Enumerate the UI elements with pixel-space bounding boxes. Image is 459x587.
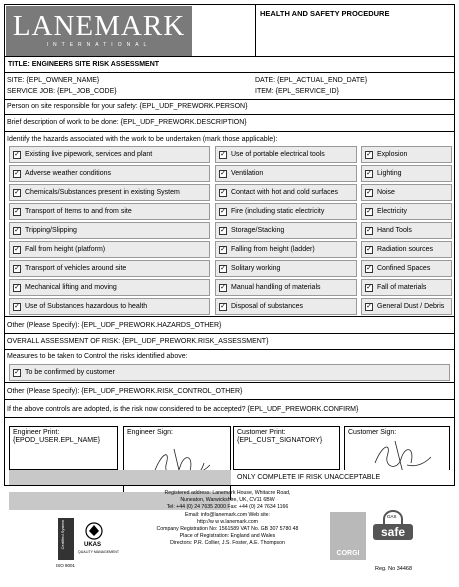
hazard-label: Noise: [377, 189, 395, 196]
footer-line: Place of Registration: England and Wales: [179, 533, 276, 540]
customer-print-value: {EPL_CUST_SIGNATORY}: [237, 437, 323, 444]
hazard-label: Explosion: [377, 151, 408, 158]
hazard-checkbox[interactable]: ✓: [366, 170, 372, 177]
hazard-label: Transport of Items to and from site: [25, 208, 132, 215]
hazard-label: Fall from height (platform): [25, 246, 106, 253]
engineer-sign-label: Engineer Sign:: [127, 429, 173, 436]
hazard-label: Existing live pipework, services and plant: [25, 151, 153, 158]
measures-label: Measures to be taken to Control the risks identified above:: [7, 353, 188, 360]
registered-address: [120, 490, 335, 548]
hazard-checkbox[interactable]: ✓: [366, 151, 372, 158]
risk-assessment-form: [4, 4, 455, 486]
hazard-cell: [215, 222, 357, 239]
hazard-label: Use of portable electrical tools: [231, 151, 325, 158]
hazard-checkbox[interactable]: ✓: [14, 284, 20, 291]
hazard-cell: [9, 165, 210, 182]
hazard-cell: [361, 203, 452, 220]
hazard-cell: [361, 146, 452, 163]
corgi-logo: [330, 512, 366, 560]
document-type: HEALTH AND SAFETY PROCEDURE: [260, 9, 390, 18]
logo-subtitle: INTERNATIONAL: [46, 42, 152, 48]
hazard-cell: [9, 146, 210, 163]
form-title: TITLE: ENGINEERS SITE RISK ASSESSMENT: [8, 61, 160, 68]
hazard-label: Radiation sources: [377, 246, 434, 253]
engineer-print-label: Engineer Print:: [13, 429, 60, 436]
footer-line: Company Registration No: 1561589 VAT No. GB 307 5780 48: [156, 526, 299, 533]
hazard-checkbox[interactable]: ✓: [14, 170, 20, 177]
hazard-cell: [215, 165, 357, 182]
hazard-cell: [215, 279, 357, 296]
hazard-cell: [361, 241, 452, 258]
ukas-label: UKAS: [84, 542, 102, 548]
hazard-cell: [215, 298, 357, 315]
hazard-checkbox[interactable]: ✓: [14, 151, 20, 158]
hazard-checkbox[interactable]: ✓: [220, 189, 226, 196]
hazard-cell: [9, 203, 210, 220]
grey-bar: [9, 470, 231, 485]
hazard-cell: [9, 298, 210, 315]
hazard-cell: [9, 222, 210, 239]
hazard-cell: [9, 241, 210, 258]
hazard-checkbox[interactable]: ✓: [366, 284, 372, 291]
footer: [0, 488, 459, 587]
hazard-label: Storage/Stacking: [231, 227, 285, 234]
hazard-checkbox[interactable]: ✓: [366, 189, 372, 196]
hazard-label: Adverse weather conditions: [25, 170, 111, 177]
item-field: ITEM: {EPL_SERVICE_ID}: [255, 88, 339, 95]
hazard-checkbox[interactable]: ✓: [366, 265, 372, 272]
hazard-checkbox[interactable]: ✓: [14, 246, 20, 253]
control-other: Other (Please Specify): {EPL_UDF_PREWORK.RISK_CONTROL_OTHER}: [7, 388, 243, 395]
hazard-grid: [5, 146, 454, 316]
hazard-label: Solitary working: [231, 265, 281, 272]
hazard-checkbox[interactable]: ✓: [220, 303, 226, 310]
iso-label: ISO 9001: [56, 563, 76, 568]
hazard-cell: [215, 184, 357, 201]
hazards-other: Other (Please Specify): {EPL_UDF_PREWORK.HAZARDS_OTHER}: [7, 322, 222, 329]
hazard-label: Chemicals/Substances present in existing System: [25, 189, 180, 196]
hazard-label: Fire (including static electricity: [231, 208, 325, 215]
cert-label: Certified System: [60, 520, 65, 550]
hazard-cell: [215, 203, 357, 220]
footer-line: Registered address: Lanemark House, Whitacre Road,: [164, 490, 291, 496]
hazard-label: Hand Tools: [377, 227, 412, 234]
ukas-icon: [80, 521, 108, 561]
hazard-label: Lighting: [377, 170, 402, 177]
hazard-checkbox[interactable]: ✓: [366, 246, 372, 253]
hazard-checkbox[interactable]: ✓: [14, 227, 20, 234]
hazard-checkbox[interactable]: ✓: [14, 303, 20, 310]
hazard-checkbox[interactable]: ✓: [14, 265, 20, 272]
hazard-cell: [215, 241, 357, 258]
footer-line: Email: info@lanemark.com Web site:: [184, 511, 271, 518]
hazard-cell: [215, 260, 357, 277]
hazard-cell: [361, 222, 452, 239]
footer-line: Tel: +44 (0) 24 7635 2000 Fax: +44 (0) 24 7634 1166: [166, 504, 289, 511]
hazard-label: Tripping/Slipping: [25, 227, 77, 234]
lanemark-logo: [6, 6, 192, 56]
identify-hazards-label: Identify the hazards associated with the work to be undertaken (mark those applicable):: [7, 136, 278, 143]
site-field: SITE: {EPL_OWNER_NAME}: [7, 77, 100, 84]
engineer-print-value: {EPOD_USER.EPL_NAME}: [13, 437, 101, 444]
confirm-customer-checkbox[interactable]: ✓: [14, 369, 20, 376]
hazard-label: Contact with hot and cold surfaces: [231, 189, 339, 196]
hazard-label: Confined Spaces: [377, 265, 431, 272]
hazard-cell: [9, 184, 210, 201]
engineer-print-box[interactable]: [9, 426, 118, 470]
hazard-checkbox[interactable]: ✓: [14, 208, 20, 215]
gas-safe-logo: [371, 510, 415, 550]
logo-name: LANEMARK: [12, 10, 186, 42]
hazard-checkbox[interactable]: ✓: [220, 208, 226, 215]
gas-label: GAS: [387, 514, 397, 519]
work-description: Brief description of work to be done: {EPL_UDF_PREWORK.DESCRIPTION}: [7, 119, 247, 126]
footer-line: Nuneaton, Warwickshire, UK, CV11 6BW: [180, 497, 275, 504]
only-complete-label: ONLY COMPLETE IF RISK UNACCEPTABLE: [237, 474, 381, 481]
hazard-label: Transport of vehicles around site: [25, 265, 127, 272]
hazard-label: Falling from height (ladder): [231, 246, 315, 253]
hazard-label: Mechanical lifting and moving: [25, 284, 117, 291]
hazard-label: General Dust / Debris: [377, 303, 445, 310]
registration-number: Reg. No 34468: [375, 566, 412, 572]
risk-accepted-question: If the above controls are adopted, is the risk now considered to be accepted? {EPL_UDF_PREWORK.CONFIRM}: [7, 406, 359, 413]
hazard-cell: [361, 260, 452, 277]
hazard-checkbox[interactable]: ✓: [220, 284, 226, 291]
hazard-checkbox[interactable]: ✓: [220, 227, 226, 234]
hazard-checkbox[interactable]: ✓: [220, 246, 226, 253]
footer-line: Directors: P.R. Collier, J.S. Foster, A.E. Thompson: [170, 540, 285, 547]
hazard-label: Electricity: [377, 208, 407, 215]
safe-label: safe: [373, 524, 413, 540]
hazard-label: Use of Substances hazardous to health: [25, 303, 148, 310]
certified-system-badge: [58, 518, 74, 560]
hazard-checkbox[interactable]: ✓: [220, 170, 226, 177]
hazard-cell: [361, 184, 452, 201]
hazard-label: Fall of materials: [377, 284, 427, 291]
person-responsible: Person on site responsible for your safety: {EPL_UDF_PREWORK.PERSON}: [7, 103, 248, 110]
hazard-label: Ventilation: [231, 170, 264, 177]
hazard-cell: [361, 298, 452, 315]
ukas-sub: QUALITY MANAGEMENT: [78, 550, 119, 554]
hazard-checkbox[interactable]: ✓: [366, 303, 372, 310]
customer-sign-label: Customer Sign:: [348, 429, 397, 436]
control-checkbox-row: [9, 364, 450, 381]
customer-print-label: Customer Print:: [237, 429, 286, 436]
hazard-cell: [215, 146, 357, 163]
overall-risk: OVERALL ASSESSMENT OF RISK: {EPL_UDF_PREWORK.RISK_ASSESSMENT}: [7, 338, 269, 345]
hazards-section: [5, 132, 454, 317]
service-job-field: SERVICE JOB: {EPL_JOB_CODE}: [7, 88, 117, 95]
hazard-checkbox[interactable]: ✓: [220, 265, 226, 272]
date-field: DATE: {EPL_ACTUAL_END_DATE}: [255, 77, 368, 84]
hazard-cell: [9, 279, 210, 296]
hazard-label: Disposal of substances: [231, 303, 303, 310]
customer-print-box[interactable]: [233, 426, 340, 470]
hazard-checkbox[interactable]: ✓: [366, 208, 372, 215]
hazard-checkbox[interactable]: ✓: [220, 151, 226, 158]
confirm-customer-label: To be confirmed by customer: [25, 369, 115, 376]
form-header: [5, 5, 454, 57]
footer-line: http://w w w.lanemark.com: [197, 518, 258, 525]
hazard-checkbox[interactable]: ✓: [366, 227, 372, 234]
hazard-checkbox[interactable]: ✓: [14, 189, 20, 196]
hazard-label: Manual handling of materials: [231, 284, 321, 291]
hazard-cell: [9, 260, 210, 277]
hazard-cell: [361, 165, 452, 182]
unacceptable-strip: [4, 470, 455, 486]
corgi-label: CORGI: [336, 550, 360, 557]
hazard-cell: [361, 279, 452, 296]
